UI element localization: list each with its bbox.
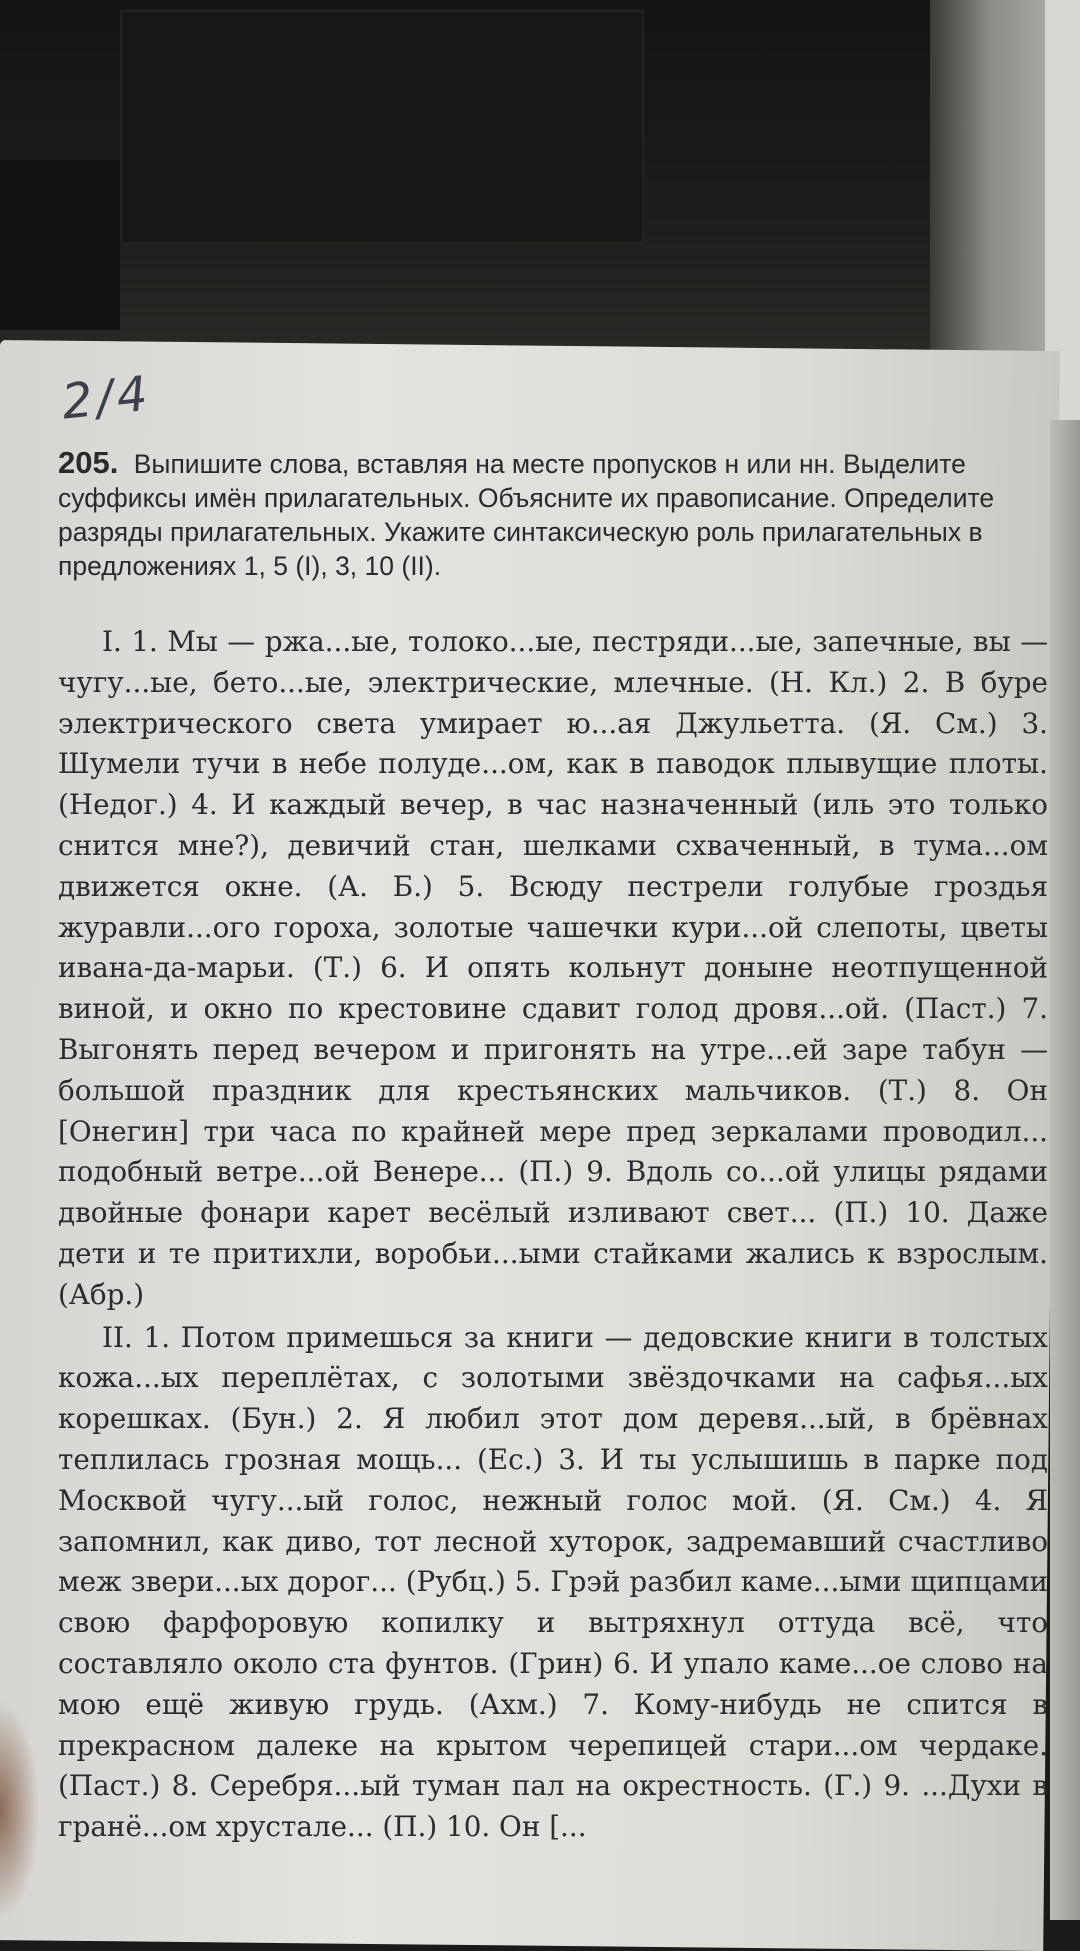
handwritten-note: 2/4 <box>59 365 154 431</box>
exercise-instructions: Выпишите слова, вставляя на месте пропусков н или нн. Выделите суффиксы имён прилагательных. Объясните их правописание. Определите разряды прилагательных. Укажите синтаксическую роль прилагательных в предложениях 1, 5 (I), 3, 10 (II). <box>58 449 995 581</box>
section-1-text: I. 1. Мы — ржа...ые, толоко...ые, пестряди...ые, запечные, вы — чугу...ые, бето...ые, электрические, млечные. (Н. Кл.) 2. В буре электрического света умирает ю...ая Джульетта. (Я. См.) 3. Шумели тучи в небе полуде...ом, как в паводок плывущие плоты. (Недог.) 4. И каждый вечер, в час назначенный (иль это только снится мне?), девичий стан, шелками схваченный, в тума...ом движется окне. (А. Б.) 5. Всюду пестрели голубые гроздья журавли...ого гороха, золотые чашечки кури...ой слепоты, цветы ивана-да-марьи. (Т.) 6. И опять кольнут доныне неотпущенной виной, и окно по крестовине сдавит голод дровя...ой. (Паст.) 7. Выгонять перед вечером и пригонять на утре...ей заре табун — большой праздник для крестьянских мальчиков. (Т.) 8. Он [Онегин] три часа по крайней мере пред зеркалами проводил... подобный ветре...ой Венере... (П.) 9. Вдоль со...ой улицы рядами двойные фонари карет весёлый изливают свет... (П.) 10. Даже дети и те притихли, воробьи...ыми стайками жались к взрослым. (Абр.) <box>58 625 1048 1311</box>
section-2-text: II. 1. Потом примешься за книги — дедовские книги в толстых кожа...ых переплётах, с золотыми звёздочками на сафья...ых корешках. (Бун.) 2. Я любил этот дом деревя...ый, в брёвнах теплилась грозная мощь... (Ес.) 3. И ты услышишь в парке под Москвой чугу...ый голос, нежный голос мой. (Я. См.) 4. Я запомнил, как диво, тот лесной хуторок, задремавший счастливо меж звери...ых дорог... (Рубц.) 5. Грэй разбил каме...ыми щипцами свою фарфоровую копилку и вытряхнул оттуда всё, что составляло около ста фунтов. (Грин) 6. И упало каме...ое слово на мою ещё живую грудь. (Ахм.) 7. Кому-нибудь не спится в прекрасном далеке на крытом черепицей стари...ом чердаке. (Паст.) 8. Серебря...ый туман пал на окрестность. (Г.) 9. ...Духи в гранё...ом хрустале... (П.) 10. Он [... <box>58 1320 1048 1844</box>
exercise-header <box>58 446 1048 583</box>
finger-shadow <box>0 1700 40 1920</box>
exercise-number: 205. <box>58 445 119 480</box>
exercise-text <box>58 622 1048 1848</box>
book-page-edge <box>1050 420 1080 1920</box>
background-cabinet-panel <box>120 10 644 244</box>
background-cabinet-side <box>0 160 120 330</box>
